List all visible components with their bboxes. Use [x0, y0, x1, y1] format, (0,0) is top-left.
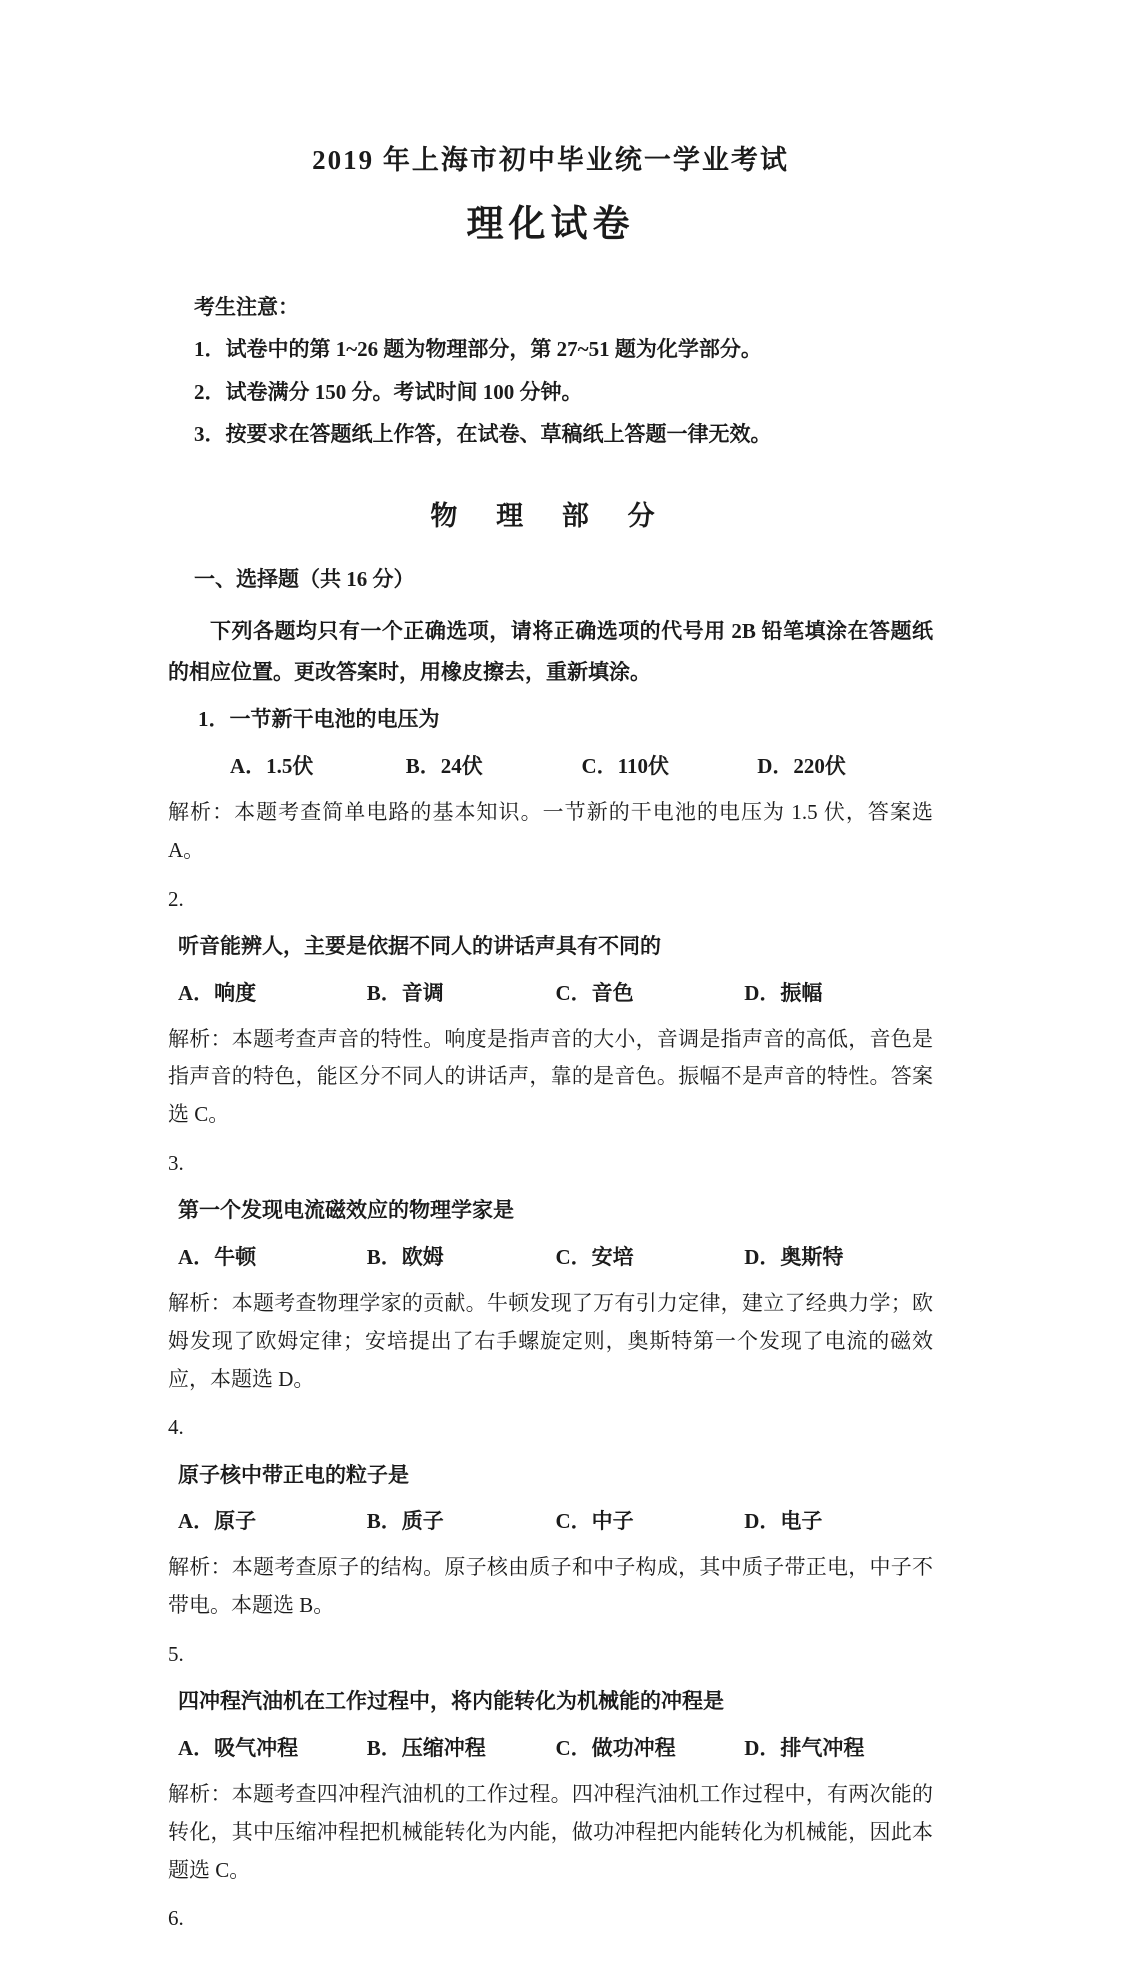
question-2-options [168, 977, 933, 1007]
question-1-option-d: D．220伏 [757, 753, 846, 778]
question-4 [168, 1412, 933, 1625]
question-2-option-b: B．音调 [366, 980, 444, 1005]
question-5-option-c: C．做功冲程 [555, 1735, 676, 1760]
question-3-analysis: 解析：本题考查物理学家的贡献。牛顿发现了万有引力定律，建立了经典力学；欧姆发现了欧姆定律；安培提出了右手螺旋定则，奥斯特第一个发现了电流的磁效应，本题选 D。 [168, 1290, 933, 1391]
notice-item-3: 3．按要求在答题纸上作答，在试卷、草稿纸上答题一律无效。 [194, 422, 772, 447]
question-3-option-c: C．安培 [555, 1244, 634, 1269]
question-2-option-c: C．音色 [555, 980, 634, 1005]
notice-heading: 考生注意： [194, 295, 299, 319]
question-4-analysis: 解析：本题考查原子的结构。原子核由质子和中子构成，其中质子带正电，中子不带电。本题选 B。 [168, 1555, 933, 1618]
question-1 [168, 704, 933, 869]
question-1-option-b: B．24伏 [405, 753, 483, 778]
exam-title: 2019 年上海市初中毕业统一学业考试 [312, 145, 789, 175]
question-3-stem: 第一个发现电流磁效应的物理学家是 [178, 1198, 514, 1223]
section-instructions: 下列各题均只有一个正确选项，请将正确选项的代号用 2B 铅笔填涂在答题纸的相应位置。更改答案时，用橡皮擦去，重新填涂。 [168, 618, 933, 684]
question-3-options [168, 1241, 933, 1271]
question-6 [168, 1903, 933, 1935]
question-3-option-a: A．牛顿 [178, 1244, 257, 1269]
question-1-stem [168, 704, 933, 736]
question-3-option-d: D．奥斯特 [744, 1244, 844, 1269]
subsection-heading: 一、选择题（共 16 分） [194, 566, 415, 591]
question-5-stem: 四冲程汽油机在工作过程中，将内能转化为机械能的冲程是 [178, 1689, 724, 1714]
question-2-analysis: 解析：本题考查声音的特性。响度是指声音的大小，音调是指声音的高低，音色是指声音的特色，能区分不同人的讲话声，靠的是音色。振幅不是声音的特性。答案选 C。 [168, 1026, 933, 1127]
question-3-number: 3. [168, 1150, 184, 1175]
question-5-option-a: A．吸气冲程 [178, 1735, 299, 1760]
question-1-number: 1． [198, 707, 230, 732]
question-1-option-c: C．110伏 [581, 753, 670, 778]
notice-item-1: 1．试卷中的第 1~26 题为物理部分，第 27~51 题为化学部分。 [194, 337, 762, 362]
question-4-option-c: C．中子 [555, 1509, 634, 1534]
notice-item-2: 2．试卷满分 150 分。考试时间 100 分钟。 [194, 379, 583, 404]
question-5-option-b: B．压缩冲程 [366, 1735, 486, 1760]
question-2 [168, 884, 933, 1134]
question-5-option-d: D．排气冲程 [744, 1735, 865, 1760]
question-2-option-d: D．振幅 [744, 980, 823, 1005]
question-4-option-a: A．原子 [178, 1509, 257, 1534]
candidate-notice [168, 293, 933, 450]
question-1-option-a: A．1.5伏 [230, 753, 314, 778]
exam-subtitle: 理化试卷 [466, 204, 635, 245]
question-5-options [168, 1732, 933, 1762]
question-6-number: 6. [168, 1906, 184, 1931]
question-3 [168, 1148, 933, 1398]
question-4-number: 4. [168, 1415, 184, 1440]
question-1-analysis: 解析：本题考查简单电路的基本知识。一节新的干电池的电压为 1.5 伏，答案选 A。 [168, 799, 933, 862]
question-1-stem-text: 一节新干电池的电压为 [229, 707, 440, 732]
question-5 [168, 1639, 933, 1889]
question-4-options [168, 1505, 933, 1535]
question-4-stem: 原子核中带正电的粒子是 [178, 1462, 409, 1487]
question-4-option-d: D．电子 [744, 1509, 823, 1534]
question-5-analysis: 解析：本题考查四冲程汽油机的工作过程。四冲程汽油机工作过程中，有两次能的转化，其中压缩冲程把机械能转化为内能，做功冲程把内能转化为机械能，因此本题选 C。 [168, 1781, 933, 1882]
question-1-options [168, 750, 933, 780]
question-2-number: 2. [168, 886, 184, 911]
question-2-stem: 听音能辨人，主要是依据不同人的讲话声具有不同的 [178, 934, 661, 959]
question-2-option-a: A．响度 [178, 980, 257, 1005]
section-title-physics: 物 理 部 分 [430, 500, 671, 531]
question-3-option-b: B．欧姆 [366, 1244, 444, 1269]
question-5-number: 5. [168, 1641, 184, 1666]
question-4-option-b: B．质子 [366, 1509, 444, 1534]
